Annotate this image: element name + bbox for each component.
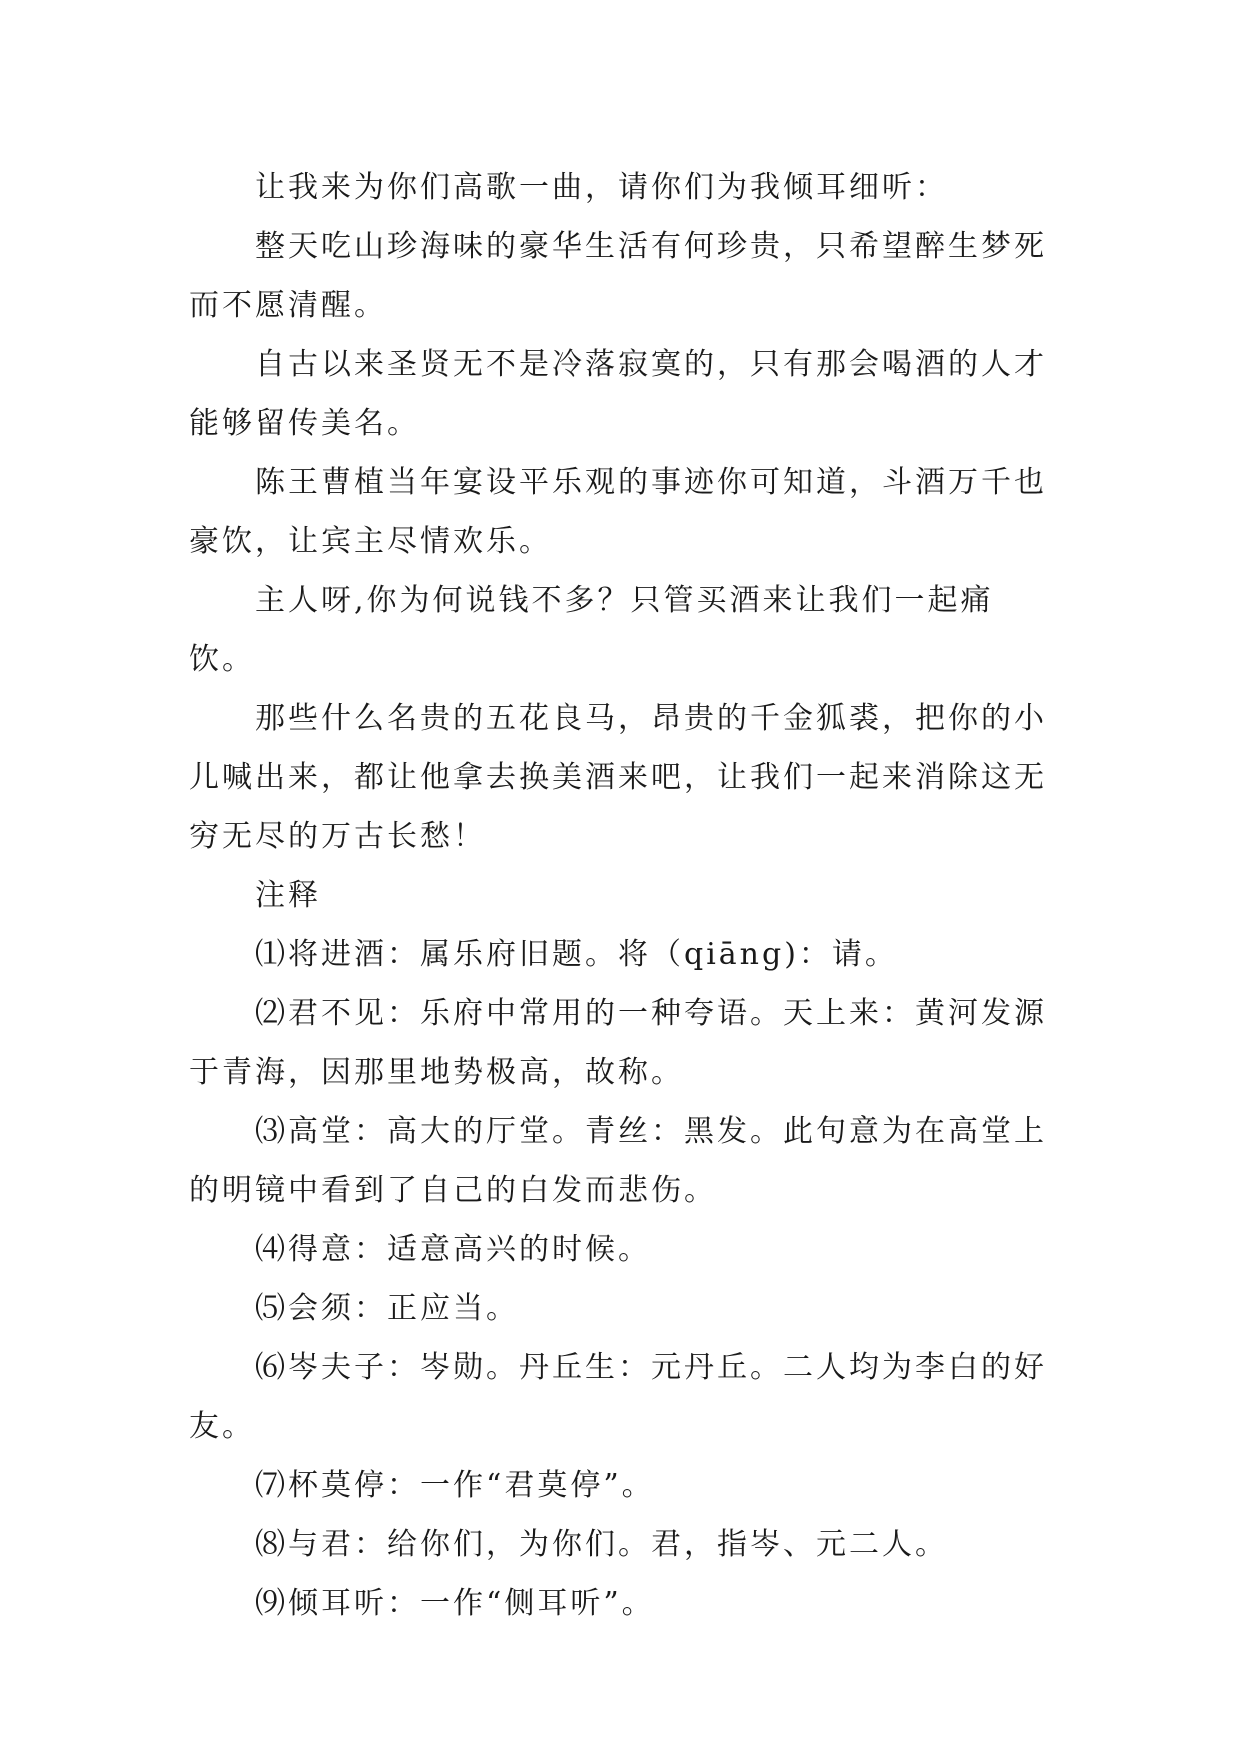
translation-paragraph: 整天吃山珍海味的豪华生活有何珍贵，只希望醉生梦死而不愿清醒。 [189, 229, 1047, 323]
note-item: ⑺杯莫停：一作“君莫停”。 [255, 1468, 655, 1503]
translation-paragraph: 主人呀,你为何说钱不多？只管买酒来让我们一起痛饮。 [189, 583, 994, 677]
notes-heading: 注释 [255, 878, 321, 913]
note-item: ⑴将进酒：属乐府旧题。将（qiāng)：请。 [255, 937, 898, 972]
translation-paragraph: 陈王曹植当年宴设平乐观的事迹你可知道，斗酒万千也豪饮，让宾主尽情欢乐。 [189, 465, 1047, 559]
note-item: ⑸会须：正应当。 [255, 1291, 519, 1326]
translation-paragraph: 自古以来圣贤无不是冷落寂寞的，只有那会喝酒的人才能够留传美名。 [189, 347, 1047, 441]
note-item: ⑵君不见：乐府中常用的一种夸语。天上来：黄河发源于青海，因那里地势极高，故称。 [189, 996, 1047, 1090]
translation-paragraph: 那些什么名贵的五花良马，昂贵的千金狐裘，把你的小儿喊出来，都让他拿去换美酒来吧，让我们一起来消除这无穷无尽的万古长愁！ [189, 701, 1047, 854]
note-item: ⑼倾耳听：一作“侧耳听”。 [255, 1586, 655, 1621]
translation-paragraph: 让我来为你们高歌一曲，请你们为我倾耳细听： [255, 170, 948, 205]
note-item: ⑻与君：给你们，为你们。君，指岑、元二人。 [255, 1527, 948, 1562]
note-item: ⑷得意：适意高兴的时候。 [255, 1232, 651, 1267]
document-body [189, 158, 1049, 1633]
note-item: ⑹岑夫子：岑勋。丹丘生：元丹丘。二人均为李白的好友。 [189, 1350, 1047, 1444]
note-item: ⑶高堂：高大的厅堂。青丝：黑发。此句意为在高堂上的明镜中看到了自己的白发而悲伤。 [189, 1114, 1047, 1208]
